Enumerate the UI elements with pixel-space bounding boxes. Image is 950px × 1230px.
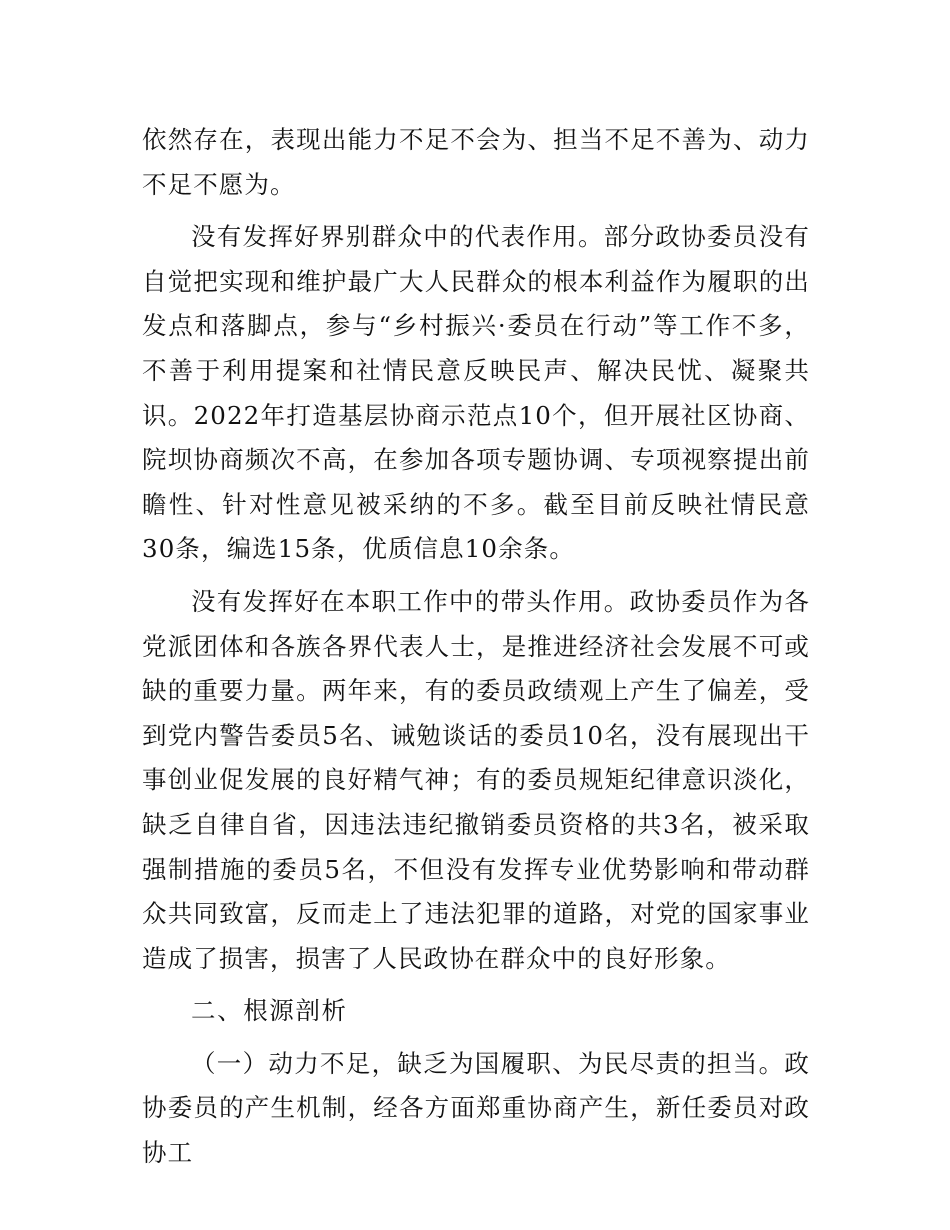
paragraph-gap	[142, 981, 810, 989]
document-page	[142, 118, 810, 1176]
paragraph-gap	[142, 1034, 810, 1042]
paragraph-leading-role: 没有发挥好在本职工作中的带头作用。政协委员作为各党派团体和各族各界代表人士，是推进经济社会发展不可或缺的重要力量。两年来，有的委员政绩观上产生了偏差，受到党内警告委员5名、诫勉谈话的委员10名，没有展现出干事创业促发展的良好精气神；有的委员规矩纪律意识淡化，缺乏自律自省，因违法违纪撤销委员资格的共3名，被采取强制措施的委员5名，不但没有发挥专业优势影响和带动群众共同致富，反而走上了违法犯罪的道路，对党的国家事业造成了损害，损害了人民政协在群众中的良好形象。	[142, 586, 810, 973]
paragraph-continuation: 依然存在，表现出能力不足不会为、担当不足不善为、动力不足不愿为。	[142, 125, 810, 199]
section-heading-root-cause: 二、根源剖析	[191, 996, 348, 1026]
paragraph-gap	[142, 207, 810, 215]
paragraph-gap	[142, 572, 810, 580]
paragraph-motivation: （一）动力不足，缺乏为国履职、为民尽责的担当。政协委员的产生机制，经各方面郑重协商产生，新任委员对政协工	[142, 1048, 810, 1168]
paragraph-representative-role: 没有发挥好界别群众中的代表作用。部分政协委员没有自觉把实现和维护最广大人民群众的根本利益作为履职的出发点和落脚点，参与“乡村振兴·委员在行动”等工作不多，不善于利用提案和社情民意反映民声、解决民忧、凝聚共识。2022年打造基层协商示范点10个，但开展社区协商、院坝协商频次不高，在参加各项专题协调、专项视察提出前瞻性、针对性意见被采纳的不多。截至目前反映社情民意30条，编选15条，优质信息10余条。	[142, 222, 810, 564]
